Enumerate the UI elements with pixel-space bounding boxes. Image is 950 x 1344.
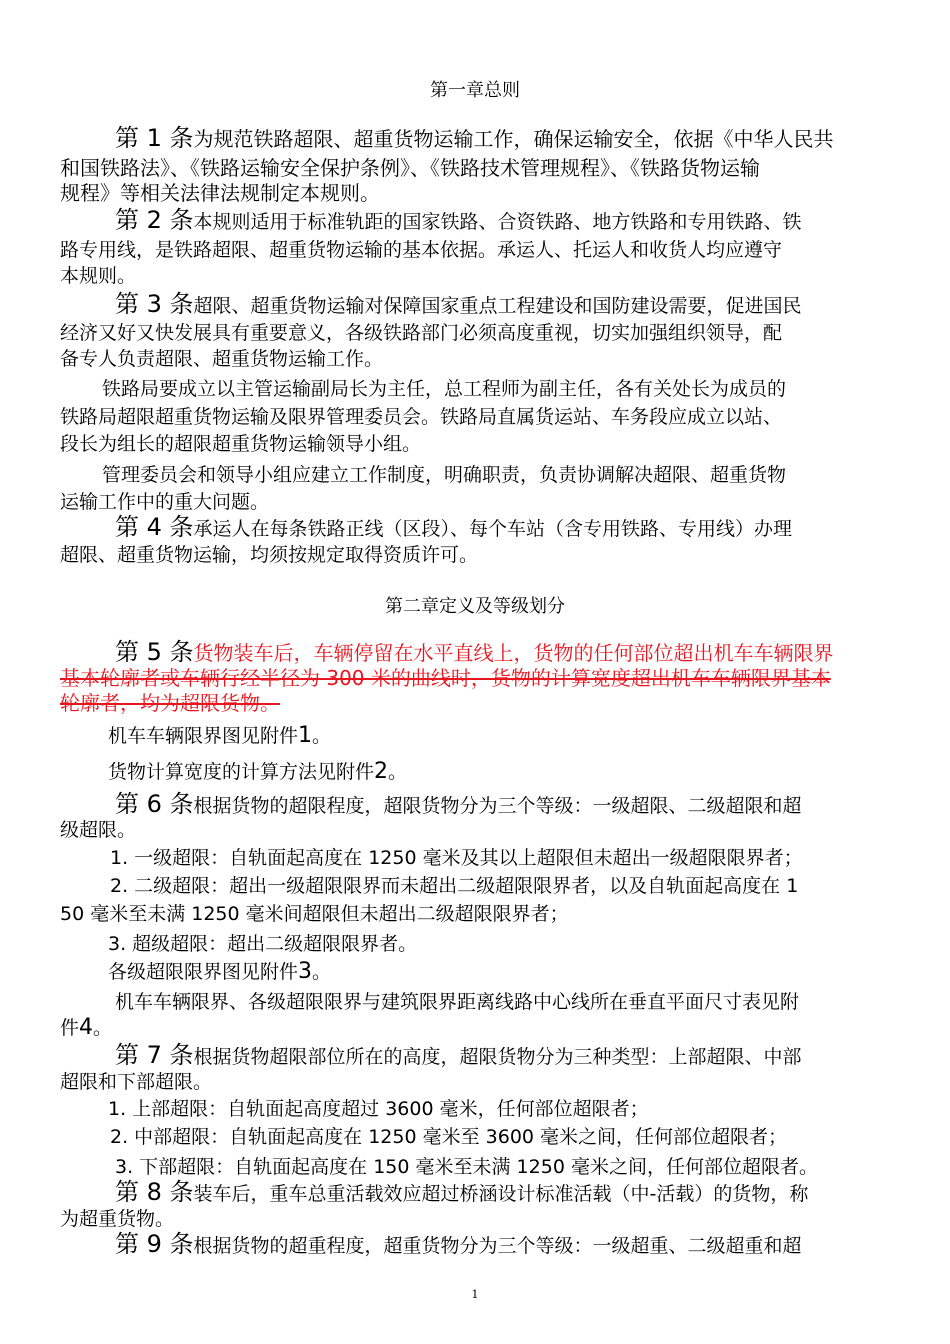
article-7-line-1: 第 7 条根据货物超限部位所在的高度，超限货物分为三种类型：上部超限、中部 — [115, 1041, 802, 1069]
article-5-line-3: 轮廓者，均为超限货物。 — [60, 691, 280, 715]
grade-1-definition: 1. 一级超限：自轨面起高度在 1250 毫米及其以上超限但未超出一级超限限界者； — [110, 847, 803, 869]
article-8-line-2: 为超重货物。 — [60, 1208, 175, 1230]
article-1-line-1: 第 1 条为规范铁路超限、超重货物运输工作，确保运输安全，依据《中华人民共 — [115, 124, 834, 152]
article-3-line-3: 备专人负责超限、超重货物运输工作。 — [60, 348, 384, 370]
annex-4-reference-line-1: 机车车辆限界、各级超限限界与建筑限界距离线路中心线所在垂直平面尺寸表见附 — [115, 991, 800, 1013]
article-6-label: 第 6 条 — [115, 790, 194, 818]
article-2-line-3: 本规则。 — [60, 265, 137, 287]
article-5-label: 第 5 条 — [115, 638, 194, 666]
grade-2-definition-line-1: 2. 二级超限：超出一级超限限界而未超出二级超限限界者，以及自轨面起高度在 1 — [110, 875, 799, 897]
grade-2-definition-line-2: 50 毫米至未满 1250 毫米间超限但未超出二级超限限界者； — [60, 903, 569, 925]
article-8-line-1: 第 8 条装车后，重车总重活载效应超过桥涵设计标准活载（中-活载）的货物，称 — [115, 1178, 809, 1206]
article-8-label: 第 8 条 — [115, 1178, 194, 1206]
chapter-1-title: 第一章总则 — [430, 80, 520, 101]
article-5-line-2: 基本轮廓者或车辆行经半径为 300 米的曲线时，货物的计算宽度超出机车车辆限界基本 — [60, 666, 831, 690]
article-1-line-2: 和国铁路法》、《铁路运输安全保护条例》、《铁路技术管理规程》、《铁路货物运输 — [60, 156, 760, 180]
article-7-line-2: 超限和下部超限。 — [60, 1071, 213, 1093]
paragraph-committee-line-3: 段长为组长的超限超重货物运输领导小组。 — [60, 433, 422, 455]
annex-1-reference: 机车车辆限界图见附件1。 — [108, 723, 332, 748]
paragraph-duties-line-2: 运输工作中的重大问题。 — [60, 491, 270, 513]
article-6-line-2: 级超限。 — [60, 819, 137, 841]
article-3-label: 第 3 条 — [115, 290, 194, 318]
article-4-label: 第 4 条 — [115, 513, 194, 541]
paragraph-duties-line-1: 管理委员会和领导小组应建立工作制度，明确职责，负责协调解决超限、超重货物 — [102, 464, 787, 486]
article-4-line-2: 超限、超重货物运输，均须按规定取得资质许可。 — [60, 544, 479, 566]
page-number: 1 — [471, 1288, 479, 1301]
paragraph-committee-line-1: 铁路局要成立以主管运输副局长为主任，总工程师为副主任，各有关处长为成员的 — [102, 378, 787, 400]
article-3-line-2: 经济又好又快发展具有重要意义，各级铁路部门必须高度重视，切实加强组织领导，配 — [60, 322, 783, 344]
article-2-label: 第 2 条 — [115, 206, 194, 234]
article-1-line-3: 规程》等相关法律法规制定本规则。 — [60, 181, 380, 205]
type-middle-definition: 2. 中部超限：自轨面起高度在 1250 毫米至 3600 毫米之间，任何部位超限者； — [110, 1126, 788, 1148]
annex-2-reference: 货物计算宽度的计算方法见附件2。 — [108, 759, 408, 784]
article-4-line-1: 第 4 条承运人在每条铁路正线（区段）、每个车站（含专用铁路、专用线）办理 — [115, 513, 793, 541]
annex-3-reference: 各级超限限界图见附件3。 — [108, 959, 332, 984]
type-upper-definition: 1. 上部超限：自轨面起高度超过 3600 毫米，任何部位超限者； — [108, 1098, 649, 1120]
grade-3-definition: 3. 超级超限：超出二级超限限界者。 — [108, 933, 418, 955]
article-6-line-1: 第 6 条根据货物的超限程度，超限货物分为三个等级：一级超限、二级超限和超 — [115, 790, 802, 818]
article-5-line-1: 第 5 条货物装车后，车辆停留在水平直线上，货物的任何部位超出机车车辆限界 — [115, 638, 834, 666]
article-9-label: 第 9 条 — [115, 1230, 194, 1258]
type-lower-definition: 3. 下部超限：自轨面起高度在 150 毫米至未满 1250 毫米之间，任何部位超限者。 — [115, 1156, 818, 1178]
paragraph-committee-line-2: 铁路局超限超重货物运输及限界管理委员会。铁路局直属货运站、车务段应成立以站、 — [60, 406, 783, 428]
article-9-line-1: 第 9 条根据货物的超重程度，超重货物分为三个等级：一级超重、二级超重和超 — [115, 1230, 802, 1258]
article-3-line-1: 第 3 条超限、超重货物运输对保障国家重点工程建设和国防建设需要，促进国民 — [115, 290, 802, 318]
article-2-line-2: 路专用线，是铁路超限、超重货物运输的基本依据。承运人、托运人和收货人均应遵守 — [60, 239, 783, 261]
chapter-2-title: 第二章定义及等级划分 — [385, 596, 565, 617]
article-7-label: 第 7 条 — [115, 1041, 194, 1069]
article-2-line-1: 第 2 条本规则适用于标准轨距的国家铁路、合资铁路、地方铁路和专用铁路、铁 — [115, 206, 802, 234]
article-1-label: 第 1 条 — [115, 124, 194, 152]
annex-4-reference-line-2: 件4。 — [60, 1015, 113, 1040]
